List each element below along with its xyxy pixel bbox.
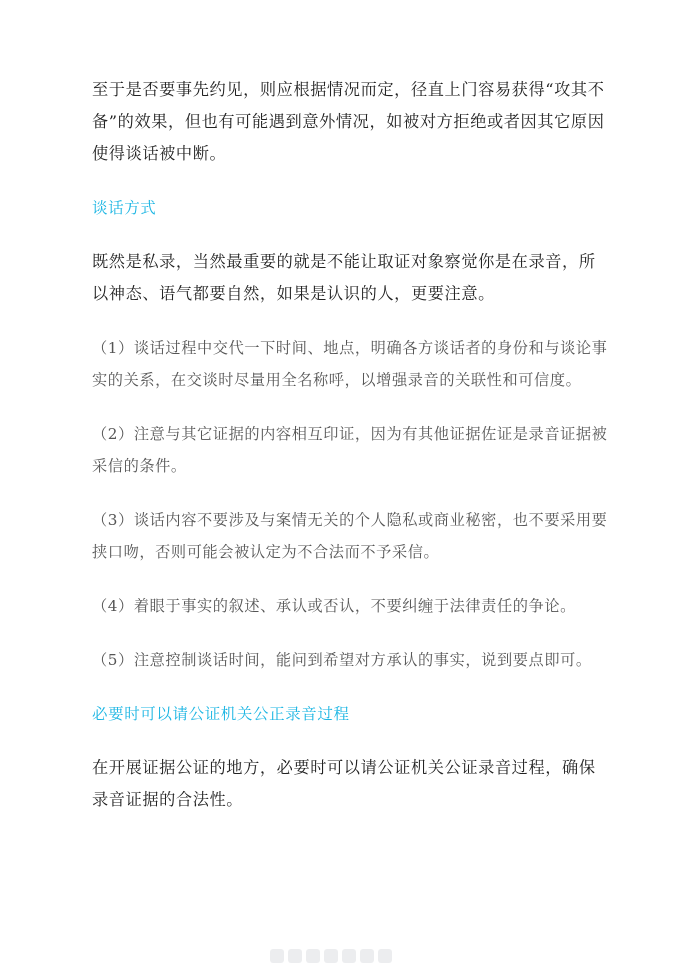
paragraph-appointment: 至于是否要事先约见，则应根据情况而定，径直上门容易获得“攻其不备”的效果，但也有可能遇到意外情况，如被对方拒绝或者因其它原因使得谈话被中断。 (92, 80, 605, 163)
article-body (92, 74, 612, 816)
paragraph-notarization: 在开展证据公证的地方，必要时可以请公证机关公证录音过程，确保录音证据的合法性。 (92, 758, 596, 809)
list-item-2: （2）注意与其它证据的内容相互印证，因为有其他证据佐证是录音证据被采信的条件。 (92, 425, 608, 475)
section-heading-notarization: 必要时可以请公证机关公正录音过程 (92, 705, 350, 723)
watermark-blur (270, 946, 410, 966)
list-item-1: （1）谈话过程中交代一下时间、地点，明确各方谈话者的身份和与谈论事实的关系，在交谈时尽量用全名称呼，以增强录音的关联性和可信度。 (92, 339, 608, 389)
list-item-4: （4）着眼于事实的叙述、承认或否认，不要纠缠于法律责任的争论。 (92, 597, 576, 615)
section-heading-conversation-method: 谈话方式 (92, 199, 157, 217)
list-item-5: （5）注意控制谈话时间，能问到希望对方承认的事实，说到要点即可。 (92, 651, 592, 669)
list-item-3: （3）谈话内容不要涉及与案情无关的个人隐私或商业秘密，也不要采用要挟口吻，否则可能会被认定为不合法而不予采信。 (92, 511, 608, 561)
paragraph-private-recording: 既然是私录，当然最重要的就是不能让取证对象察觉你是在录音，所以神态、语气都要自然，如果是认识的人，更要注意。 (92, 252, 596, 303)
